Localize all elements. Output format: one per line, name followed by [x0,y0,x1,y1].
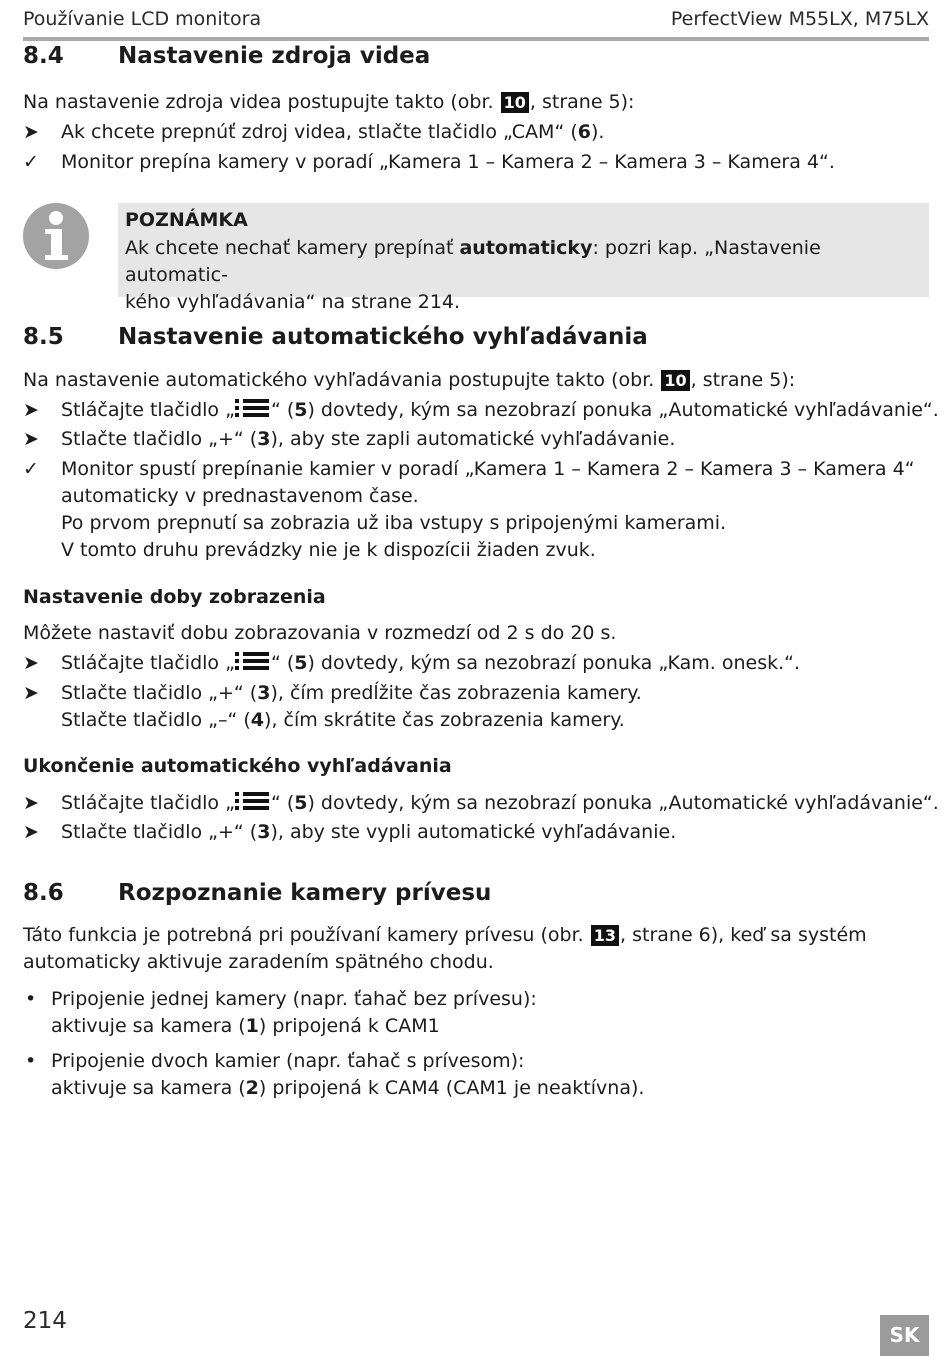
paragraph: Môžete nastaviť dobu zobrazovania v rozmedzí od 2 s do 20 s. [23,622,617,644]
arrow-marker: ➤ [23,121,39,143]
header-chapter: Používanie LCD monitora [23,8,262,30]
figure-ref: 10 [661,370,689,391]
menu-button-icon [235,791,271,811]
section-title: Nastavenie zdroja videa [118,43,431,69]
info-icon [23,203,89,269]
arrow-marker: ➤ [23,792,39,814]
section-number: 8.4 [23,43,64,69]
arrow-marker: ➤ [23,399,39,421]
section-title: Nastavenie automatického vyhľadávania [118,324,648,350]
running-header [23,8,929,32]
subheading: Nastavenie doby zobrazenia [23,586,326,608]
section-title: Rozpoznanie kamery prívesu [118,880,492,906]
bullet-marker: • [25,988,37,1010]
arrow-marker: ➤ [23,821,39,843]
arrow-marker: ➤ [23,428,39,450]
section-number: 8.6 [23,880,64,906]
figure-ref: 13 [591,925,619,946]
page-number: 214 [23,1308,67,1334]
paragraph: Na nastavenie zdroja videa postupujte takto (obr. 10 , strane 5): [23,91,635,113]
header-rule [23,37,929,41]
figure-ref: 10 [501,92,529,113]
note-text: Ak chcete nechať kamery prepínať automaticky: pozri kap. „Nastavenie automatic- kého vyhľadávania“ na strane 214. [125,237,821,313]
arrow-marker: ➤ [23,682,39,704]
arrow-marker: ➤ [23,652,39,674]
header-product: PerfectView M55LX, M75LX [670,8,929,30]
menu-button-icon [235,398,271,418]
menu-button-icon [235,651,271,671]
subheading: Ukončenie automatického vyhľadávania [23,755,452,777]
paragraph: Táto funkcia je potrebná pri používaní kamery prívesu (obr. 13 , strane 6), keď sa systém automaticky aktivuje zaradením spätného chodu. [23,924,867,973]
check-marker: ✓ [23,151,39,173]
note-title: POZNÁMKA [125,209,248,231]
language-tab: SK [880,1315,929,1356]
check-marker: ✓ [23,458,39,480]
paragraph: Na nastavenie automatického vyhľadávania postupujte takto (obr. 10 , strane 5): [23,369,796,391]
note-box [118,203,929,313]
bullet-marker: • [25,1050,37,1072]
section-number: 8.5 [23,324,64,350]
